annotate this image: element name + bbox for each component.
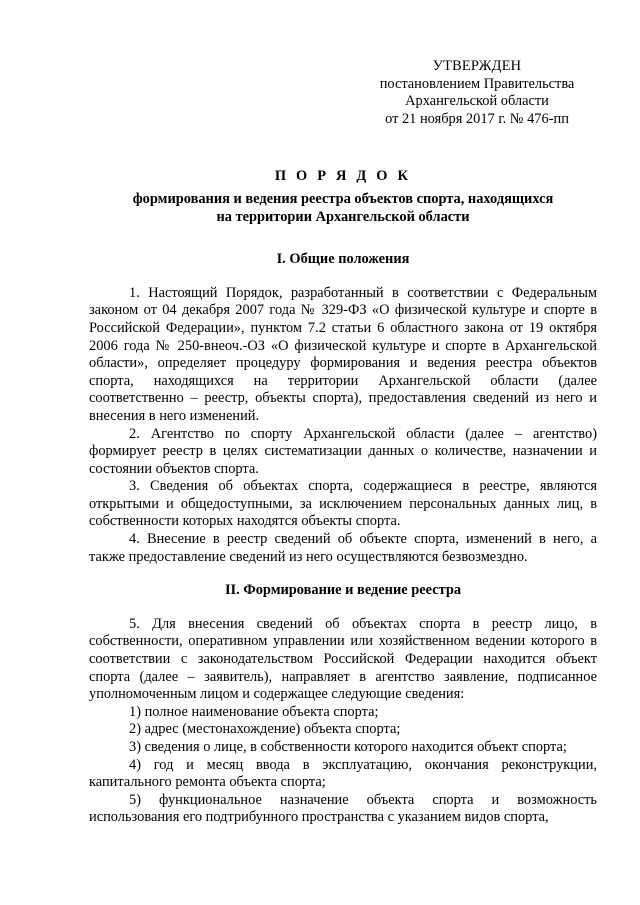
document-page [89,58,597,827]
document-title [89,168,597,226]
paragraph: 1. Настоящий Порядок, разработанный в соответствии с Федеральным законом от 04 декабря 2007 года № 329-ФЗ «О физической культуре и спорте в Российской Федерации», пунктом 7.2 статьи 6 областного закона от 19 октября 2006 года № 250-внеоч.-ОЗ «О физической культуре и спорте в Архангельской области», определяет процедуру формирования и ведения реестра объектов спорта, находящихся на территории Архангельской области (далее соответственно – реестр, объекты спорта), предоставления сведений из него и внесения в него изменений. [89,284,597,424]
list-item: 1) полное наименование объекта спорта; [129,703,379,720]
paragraph: 2. Агентство по спорту Архангельской области (далее – агентство) формирует реестр в целях систематизации данных о количестве, назначении и состоянии объектов спорта. [89,425,597,477]
paragraph: 4. Внесение в реестр сведений об объекте спорта, изменений в него, а также предоставление сведений из него осуществляются безвозмездно. [89,531,597,565]
title-subline: на территории Архангельской области [216,208,470,225]
title-subline: формирования и ведения реестра объектов спорта, находящихся [132,190,554,207]
list-item: 2) адрес (местонахождение) объекта спорта; [129,721,401,738]
list-item: 4) год и месяц ввода в эксплуатацию, окончания реконструкции, капитального ремонта объекта спорта; [89,756,597,791]
list-item: 5) функциональное назначение объекта спорта и возможность использования его подтрибунного пространства с указанием видов спорта, [89,791,597,826]
paragraph: 5. Для внесения сведений об объектах спорта в реестр лицо, в собственности, оперативном управлении или хозяйственном ведении которого в соответствии с законодательством Российской Федерации находится объект спорта (далее – заявитель), направляет в агентство заявление, подписанное уполномоченным лицом и содержащее следующие сведения: [89,615,597,703]
paragraph: 3. Сведения об объектах спорта, содержащиеся в реестре, являются открытыми и общедоступными, за исключением персональных данных лиц, в собственности которых находятся объекты спорта. [89,478,597,530]
approval-line: Архангельской области [405,93,549,110]
approval-stamp [377,58,577,128]
approval-line: постановлением Правительства [379,75,575,92]
approval-line: от 21 ноября 2017 г. № 476-пп [385,110,569,127]
list-item: 3) сведения о лице, в собственности которого находится объект спорта; [129,739,567,755]
section-heading-registry: II. Формирование и ведение реестра [224,582,462,599]
title-main: П О Р Я Д О К [274,168,412,185]
section-heading-general: I. Общие положения [276,251,410,268]
approval-heading: УТВЕРЖДЕН [432,58,522,74]
